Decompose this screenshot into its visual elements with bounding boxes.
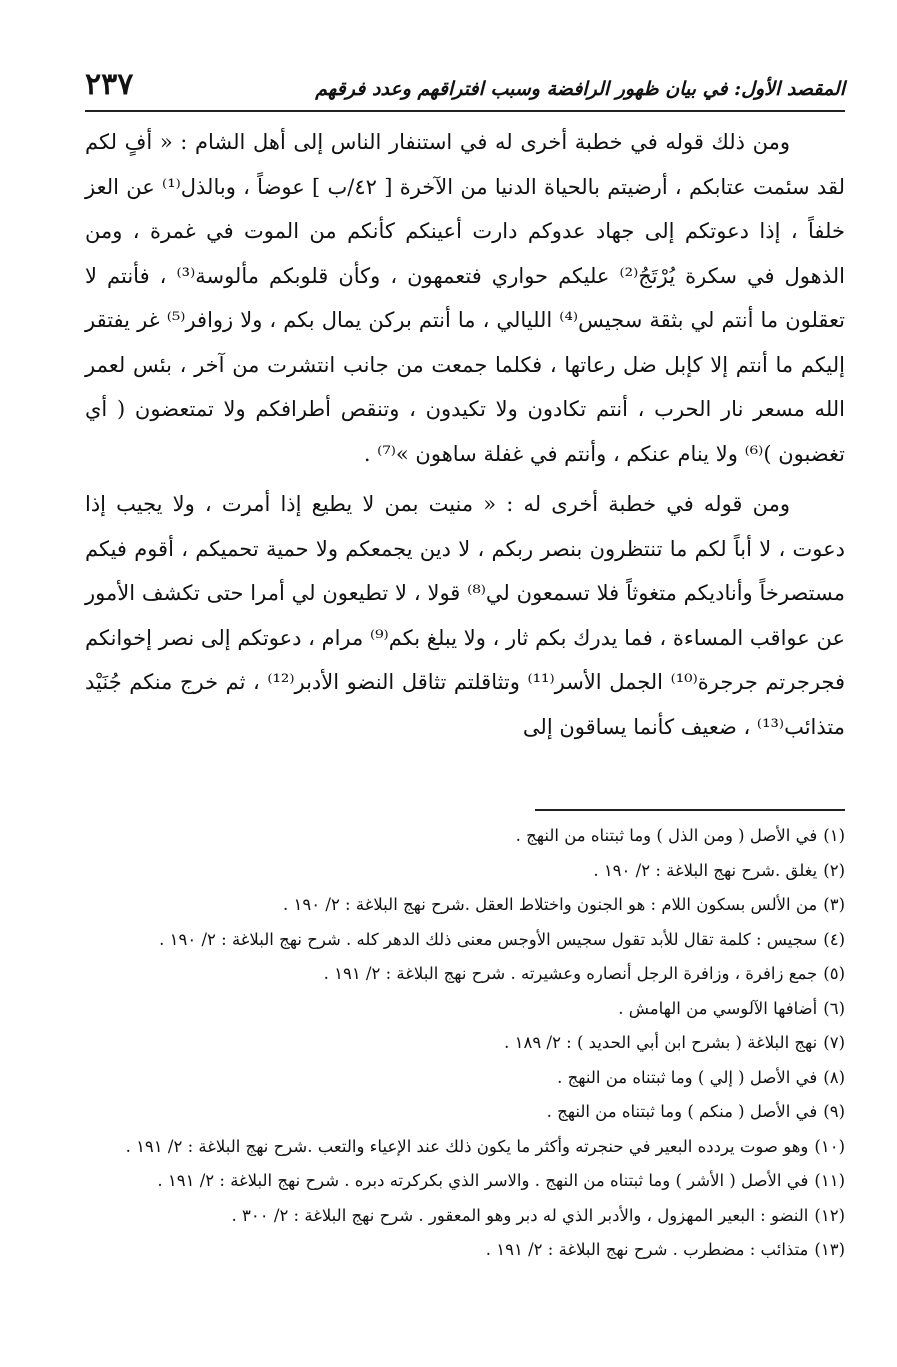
footnote-text: متذائب : مضطرب . شرح نهج البلاغة : ٢/ ١٩١ . [485,1240,809,1259]
footnote [85,1199,845,1234]
book-page [85,60,845,1350]
footnote-text: النضو : البعير المهزول ، والأدبر الذي له دبر وهو المعقور . شرح نهج البلاغة : ٢/ ٣٠٠ . [231,1205,809,1225]
footnote [85,819,845,854]
footnote-number: (١٠) [814,1136,845,1156]
footnote-number: (١١) [814,1171,845,1190]
footnote-text: وهو صوت يردده البعير في حنجرته وأكثر ما يكون ذلك عند الإعياء والتعب .شرح نهج البلاغة : ٢/ ١٩١ . [125,1136,809,1156]
footnote [85,1164,845,1199]
main-text [85,120,845,749]
footnote-number: (١) [823,826,845,845]
footnote-text: في الأصل ( ومن الذل ) وما ثبتناه من النهج . [515,826,818,845]
footnote-text: سجيس : كلمة تقال للأبد تقول سجيس الأوجس معنى ذلك الدهر كله . شرح نهج البلاغة : ٢/ ١٩٠ . [159,929,818,949]
running-title: المقصد الأول: في بيان ظهور الرافضة وسبب افتراقهم وعدد فرقهم [315,78,845,100]
page-number: ٢٣٧ [85,67,134,102]
footnote-number: (٧) [823,1033,845,1052]
footnote [85,1130,845,1165]
footnote-number: (٦) [823,998,845,1018]
footnote-text: في الأصل ( الأشر ) وما ثبتناه من النهج . والاسر الذي بكركرته دبره . شرح نهج البلاغة : ٢/ ١٩١ . [157,1171,809,1190]
footnote [85,923,845,958]
footnote-number: (٨) [823,1067,845,1087]
footnote-text: جمع زافرة ، وزافرة الرجل أنصاره وعشيرته . شرح نهج البلاغة : ٢/ ١٩١ . [323,964,818,983]
footnote-text: أضافها الآلوسي من الهامش . [618,998,818,1018]
footnote-number: (٩) [823,1102,845,1121]
paragraph: ومن قوله في خطبة أخرى له : « منيت بمن لا يطيع إذا أمرت ، ولا يجيب إذا دعوت ، لا أباً لكم ما تنتظرون بنصر ربكم ، لا دين يجمعكم ولا حمية تحميكم ، أقوم فيكم مستصرخاً وأناديكم متغوثاً فلا تسمعون لي⁽⁸⁾ قولا ، لا تطيعون لي أمرا حتى تكشف الأمور عن عواقب المساءة ، فما يدرك بكم ثار ، ولا يبلغ بكم⁽⁹⁾ مرام ، دعوتكم إلى نصر إخوانكم فجرجرتم جرجرة⁽¹⁰⁾ الجمل الأسر⁽¹¹⁾ وتثاقلتم تثاقل النضو الأدبر⁽¹²⁾ ، ثم خرج منكم جُنَيْد متذائب⁽¹³⁾ ، ضعيف كأنما يساقون إلى [85,492,846,739]
footnote-number: (٣) [823,895,845,914]
footnote-text: في الأصل ( منكم ) وما ثبتناه من النهج . [546,1102,818,1121]
footnote [85,1233,845,1268]
footnote [85,1061,845,1096]
paragraph: ومن ذلك قوله في خطبة أخرى له في استنفار الناس إلى أهل الشام : « أفٍ لكم لقد سئمت عتابكم ، أرضيتم بالحياة الدنيا من الآخرة [ ٤٢/ب ] عوضاً ، وبالذل⁽¹⁾ عن العز خلفاً ، إذا دعوتكم إلى جهاد عدوكم دارت أعينكم كأنكم من الموت في غمرة ، ومن الذهول في سكرة يُرْتَجُ⁽²⁾ عليكم حواري فتعمهون ، وكأن قلوبكم مألوسة⁽³⁾ ، فأنتم لا تعقلون ما أنتم لي بثقة سجيس⁽⁴⁾ الليالي ، ما أنتم بركن يمال بكم ، ولا زوافر⁽⁵⁾ غر يفتقر إليكم ما أنتم إلا كإبل ضل رعاتها ، فكلما جمعت من جانب انتشرت من آخر ، بئس لعمر الله مسعر نار الحرب ، أنتم تكادون ولا تكيدون ، وتنقص أطرافكم ولا تمتعضون ( أي تغضبون )⁽⁶⁾ ولا ينام عنكم ، وأنتم في غفلة ساهون »⁽⁷⁾ . [85,130,846,466]
footnote-text: في الأصل ( إلي ) وما ثبتناه من النهج . [557,1067,818,1087]
page-header [85,60,845,112]
footnote-text: نهج البلاغة ( بشرح ابن أبي الحديد ) : ٢/ ١٨٩ . [504,1033,818,1052]
footnote-text: يغلق .شرح نهج البلاغة : ٢/ ١٩٠ . [593,860,818,880]
footnote-text: من الألس بسكون اللام : هو الجنون واختلاط العقل .شرح نهج البلاغة : ٢/ ١٩٠ . [283,895,818,914]
footnote-number: (١٢) [814,1205,845,1225]
footnote-number: (١٣) [814,1240,845,1259]
footnotes [85,819,845,1268]
footnote [85,992,845,1027]
footnote [85,888,845,923]
footnote-separator [535,809,845,811]
footnote [85,957,845,992]
footnote [85,1026,845,1061]
footnote-number: (٤) [823,929,845,949]
footnote [85,854,845,889]
footnote-number: (٢) [823,860,845,880]
footnote [85,1095,845,1130]
footnote-number: (٥) [823,964,845,983]
